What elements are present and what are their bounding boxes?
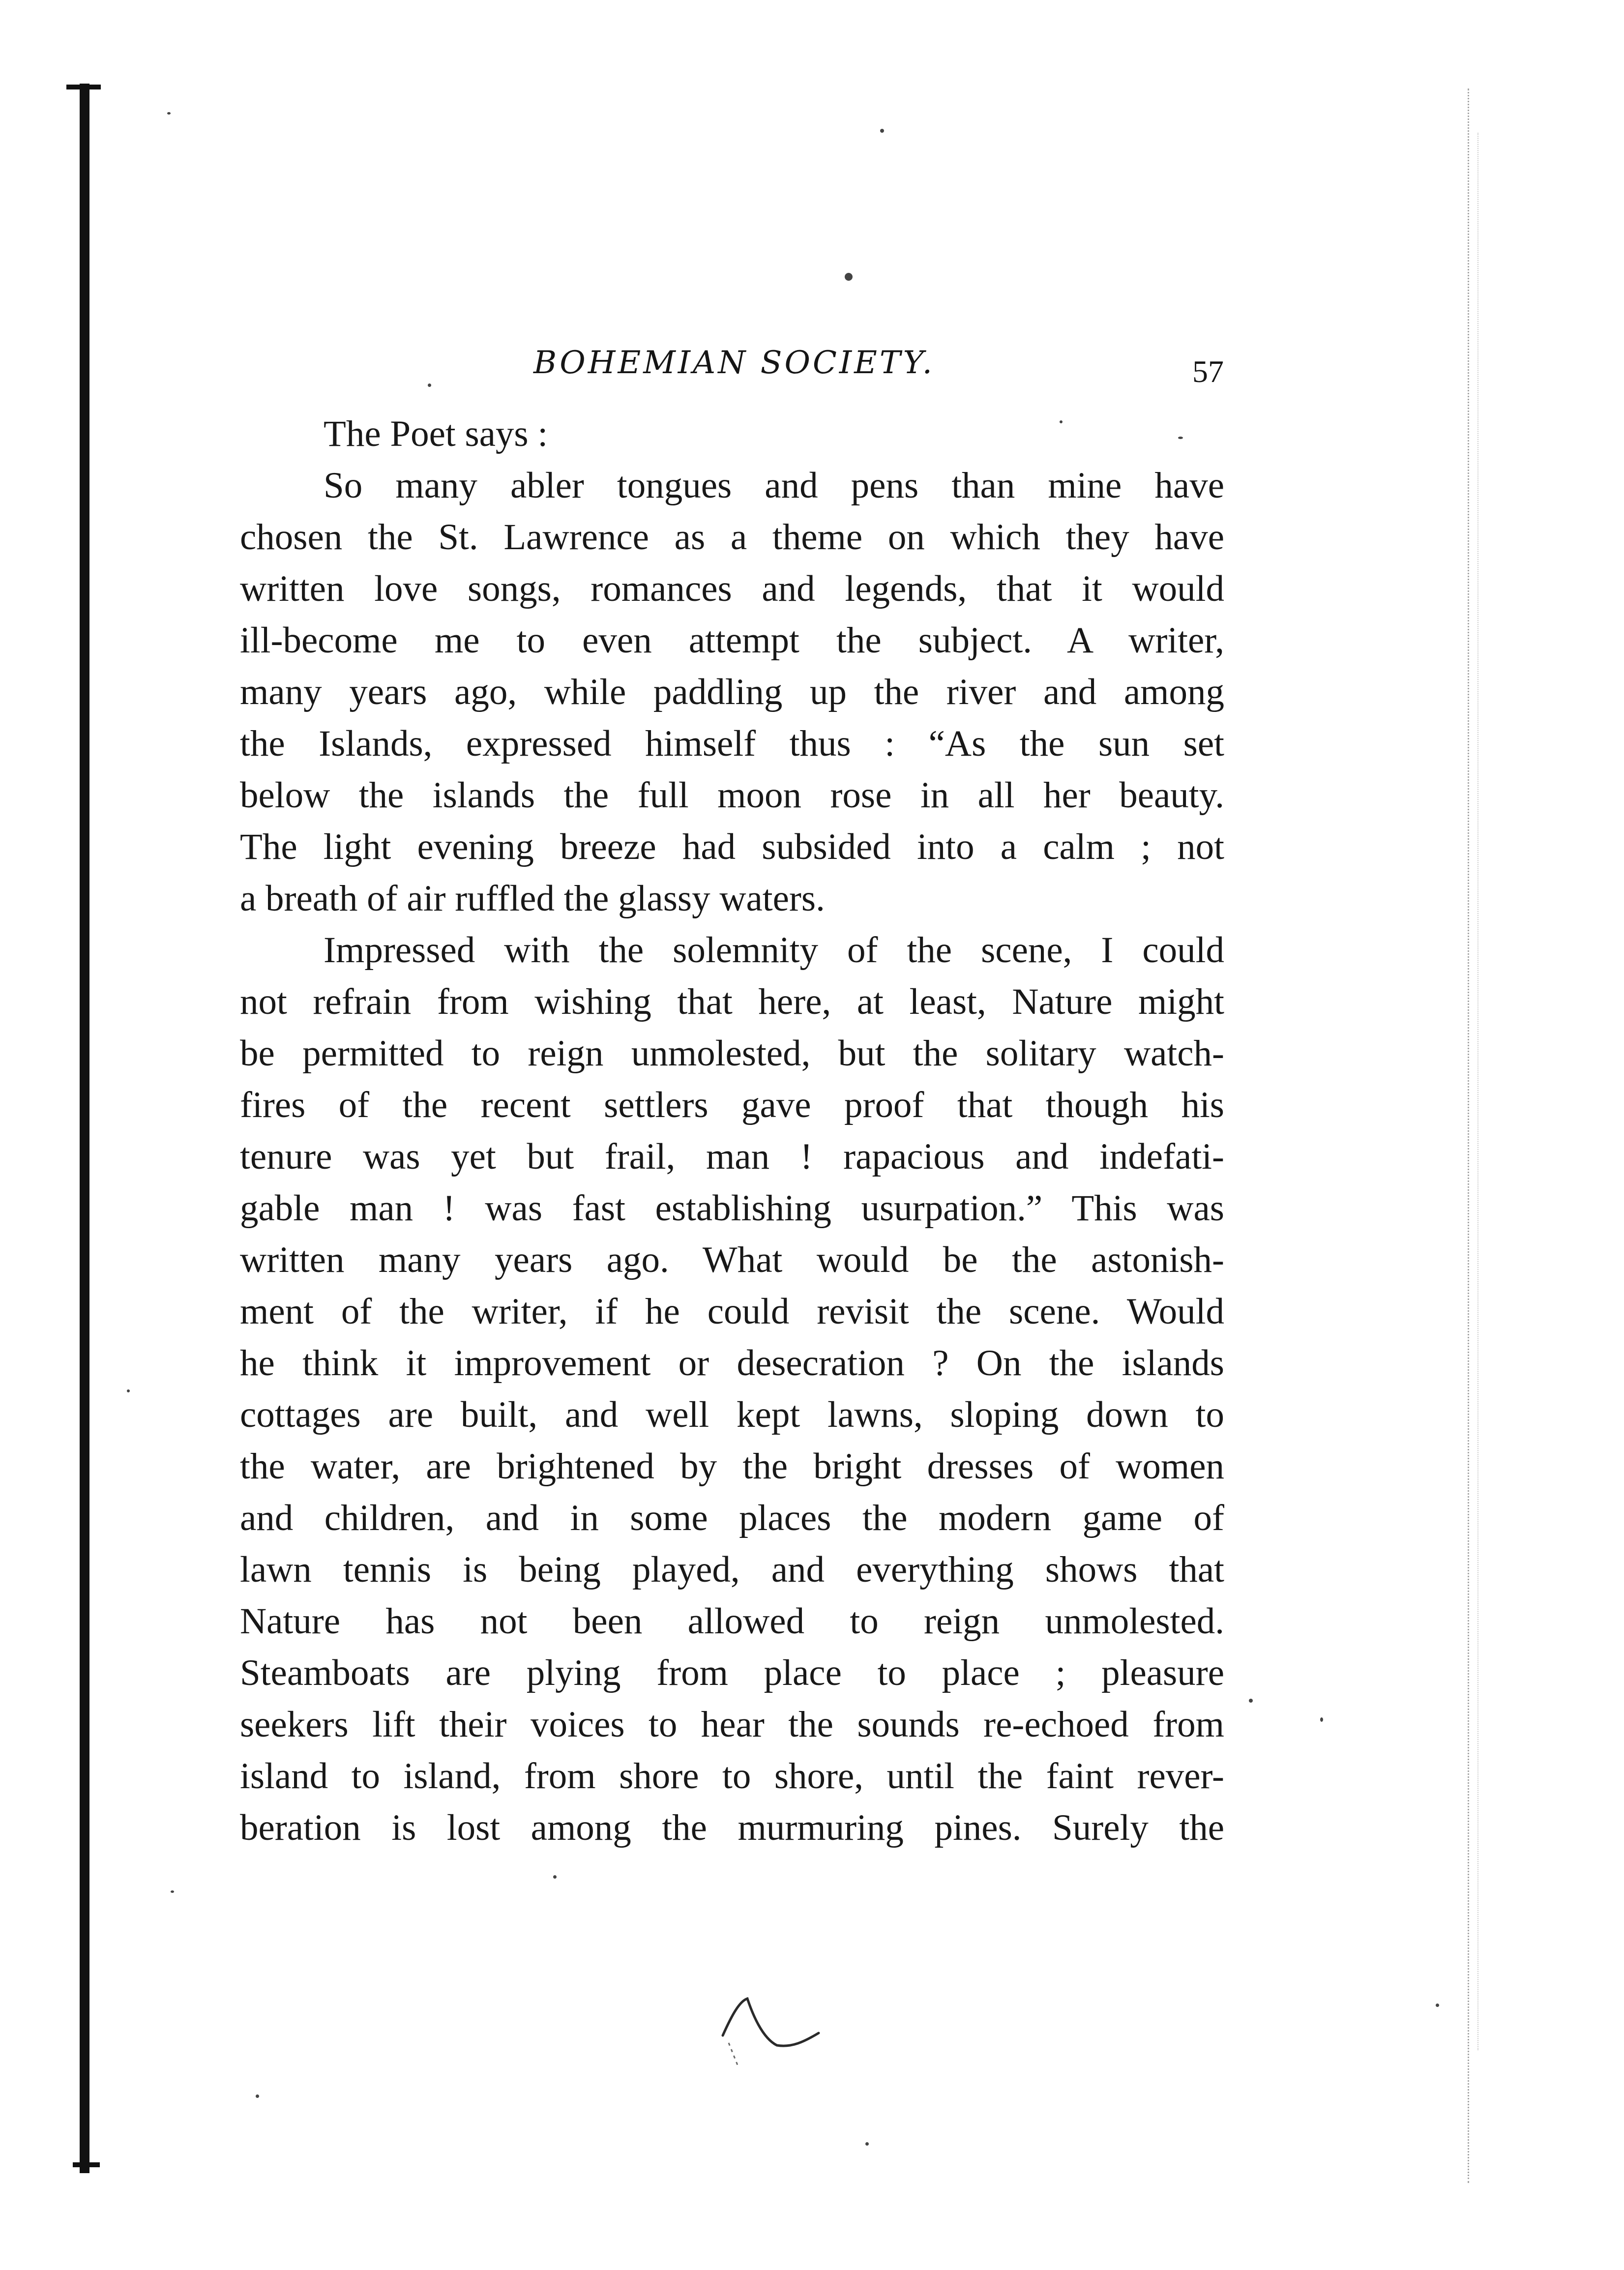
- text-line: chosen the St. Lawrence as a theme on which they have: [240, 517, 1224, 558]
- text-line: many years ago, while paddling up the river and among: [240, 672, 1224, 712]
- text-line: tenure was yet but frail, man ! rapacious and indefati-: [240, 1136, 1224, 1177]
- text-line: gable man ! was fast establishing usurpation.” This was: [240, 1188, 1224, 1229]
- scan-speck: [1249, 1699, 1253, 1703]
- scan-speck: [1320, 1717, 1323, 1722]
- text-line: written many years ago. What would be the astonish-: [240, 1239, 1224, 1280]
- text-line: Impressed with the solemnity of the scene, I could: [324, 930, 1224, 971]
- text-line: cottages are built, and well kept lawns, sloping down to: [240, 1394, 1224, 1435]
- page-edge-noise: [1468, 88, 1478, 2183]
- text-line: Nature has not been allowed to reign unmolested.: [240, 1601, 1224, 1642]
- text-line: and children, and in some places the modern game of: [240, 1498, 1224, 1538]
- running-head-title: BOHEMIAN SOCIETY.: [533, 345, 935, 381]
- text-line: the Islands, expressed himself thus : “As the sun set: [240, 723, 1224, 764]
- text-line: below the islands the full moon rose in all her beauty.: [240, 775, 1224, 816]
- text-line: The light evening breeze had subsided into a calm ; not: [240, 826, 1224, 867]
- text-line: So many abler tongues and pens than mine have: [324, 465, 1224, 506]
- scan-speck: [880, 129, 884, 133]
- running-head: [236, 341, 1224, 395]
- text-line: lawn tennis is being played, and everything shows that: [240, 1549, 1224, 1590]
- text-line: Steamboats are plying from place to place ; pleasure: [240, 1652, 1224, 1693]
- scan-speck: [845, 273, 853, 281]
- scan-speck: [553, 1875, 557, 1879]
- body-text: [240, 408, 1224, 1854]
- text-line: ill-become me to even attempt the subject. A writer,: [240, 620, 1224, 661]
- text-line: the water, are brightened by the bright dresses of women: [240, 1446, 1224, 1487]
- text-line: a breath of air ruffled the glassy waters.: [240, 878, 825, 919]
- text-line: The Poet says :: [324, 413, 548, 454]
- page-edge-noise-inner: [1477, 133, 1483, 2050]
- text-line: island to island, from shore to shore, until the faint rever-: [240, 1756, 1224, 1797]
- text-line: fires of the recent settlers gave proof that though his: [240, 1085, 1224, 1125]
- text-line: seekers lift their voices to hear the sounds re-echoed from: [240, 1704, 1224, 1745]
- scan-speck: [127, 1389, 130, 1392]
- binding-shadow-top: [66, 85, 101, 89]
- scan-speck: [256, 2094, 259, 2098]
- text-line: written love songs, romances and legends, that it would: [240, 568, 1224, 609]
- scan-speck: [171, 1890, 174, 1893]
- binding-shadow: [80, 84, 89, 2173]
- text-line: be permitted to reign unmolested, but the solitary watch-: [240, 1033, 1224, 1074]
- text-line: beration is lost among the murmuring pines. Surely the: [240, 1807, 1224, 1848]
- scan-speck: [167, 112, 171, 115]
- text-line: he think it improvement or desecration ? On the islands: [240, 1343, 1224, 1384]
- scan-speck: [865, 2142, 869, 2146]
- binding-shadow-bottom: [73, 2162, 100, 2167]
- text-line: ment of the writer, if he could revisit the scene. Would: [240, 1291, 1224, 1332]
- scan-speck: [1436, 2004, 1439, 2007]
- pencil-mark: [718, 1984, 826, 2067]
- page-number: 57: [1192, 354, 1224, 389]
- text-line: not refrain from wishing that here, at least, Nature might: [240, 981, 1224, 1022]
